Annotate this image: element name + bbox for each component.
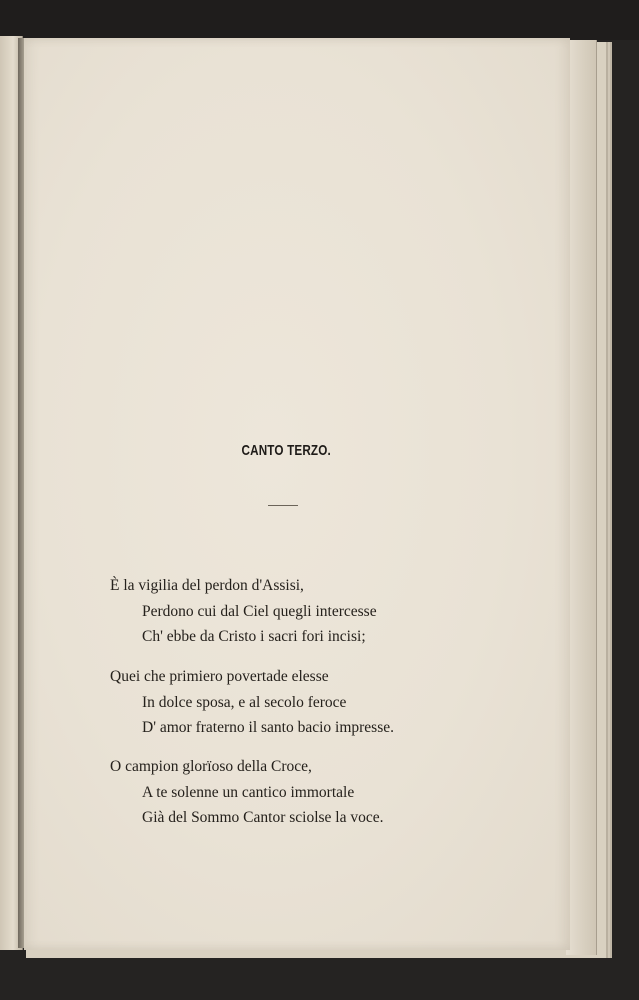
verse-line: È la vigilia del perdon d'Assisi, — [110, 577, 304, 594]
title-rule — [268, 505, 298, 506]
verse-line: In dolce sposa, e al secolo feroce — [142, 694, 347, 711]
verse-line: Ch' ebbe da Cristo i sacri fori incisi; — [142, 628, 366, 645]
page-fore-edge — [566, 40, 597, 955]
verse-line: Già del Sommo Cantor sciolse la voce. — [142, 809, 384, 826]
scan-background — [0, 0, 639, 40]
verse-line: A te solenne un cantico immortale — [142, 784, 355, 801]
verse-line: O campion glorïoso della Croce, — [110, 758, 312, 775]
book-page — [24, 38, 570, 950]
verse-line: D' amor fraterno il santo bacio impresse. — [142, 719, 395, 736]
verse-line: Perdono cui dal Ciel quegli intercesse — [142, 603, 377, 620]
verse-line: Quei che primiero povertade elesse — [110, 668, 329, 685]
canto-title: CANTO TERZO. — [241, 442, 331, 459]
